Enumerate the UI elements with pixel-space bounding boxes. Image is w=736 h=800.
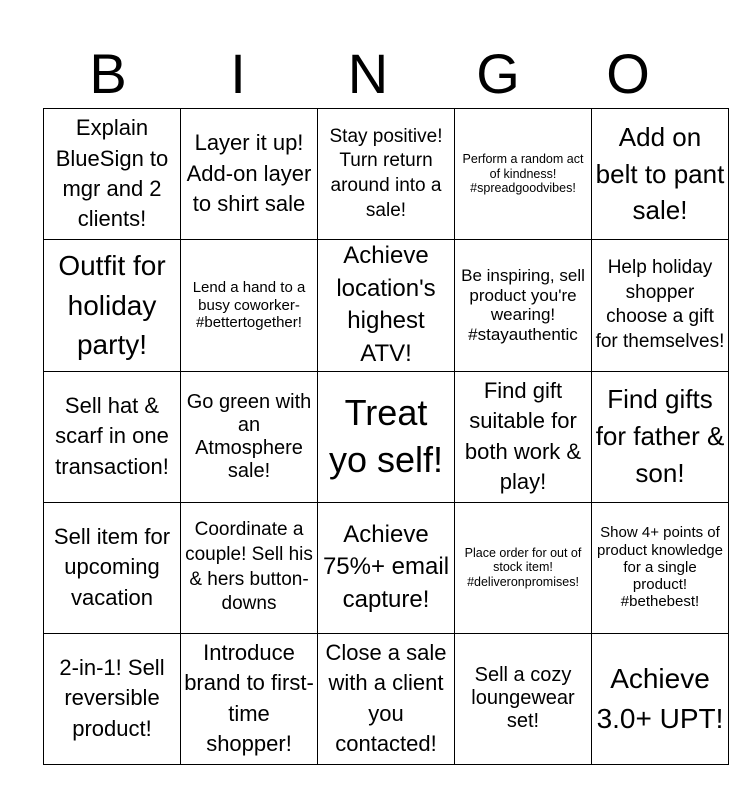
bingo-cell[interactable]: Sell a cozy loungewear set! (455, 633, 592, 764)
bingo-cell[interactable]: Close a sale with a client you contacted! (318, 633, 455, 764)
board-row (44, 371, 729, 502)
bingo-cell[interactable]: Introduce brand to first-time shopper! (181, 633, 318, 764)
bingo-cell[interactable]: 2-in-1! Sell reversible product! (44, 633, 181, 764)
header-letter-i: I (230, 42, 246, 105)
bingo-cell[interactable]: Place order for out of stock item! #deliveronpromises! (455, 502, 592, 633)
bingo-header (43, 40, 693, 108)
bingo-cell[interactable]: Perform a random act of kindness! #spreadgoodvibes! (455, 109, 592, 240)
bingo-cell[interactable]: Help holiday shopper choose a gift for themselves! (592, 240, 729, 372)
bingo-cell[interactable]: Coordinate a couple! Sell his & hers button-downs (181, 502, 318, 633)
bingo-cell[interactable]: Outfit for holiday party! (44, 240, 181, 372)
board-row (44, 633, 729, 764)
header-letter-g: G (476, 42, 520, 105)
board-row (44, 109, 729, 240)
bingo-cell[interactable]: Find gifts for father & son! (592, 371, 729, 502)
bingo-cell[interactable]: Sell hat & scarf in one transaction! (44, 371, 181, 502)
bingo-cell[interactable]: Explain BlueSign to mgr and 2 clients! (44, 109, 181, 240)
board-row (44, 502, 729, 633)
bingo-cell[interactable]: Lend a hand to a busy coworker- #bettertogether! (181, 240, 318, 372)
bingo-cell[interactable]: Stay positive! Turn return around into a sale! (318, 109, 455, 240)
bingo-cell[interactable]: Find gift suitable for both work & play! (455, 371, 592, 502)
bingo-cell[interactable]: Be inspiring, sell product you're wearing! #stayauthentic (455, 240, 592, 372)
header-letter-n: N (347, 42, 389, 105)
bingo-cell[interactable]: Go green with an Atmosphere sale! (181, 371, 318, 502)
header-letter-b: B (89, 42, 127, 105)
bingo-card-grid (43, 108, 729, 765)
bingo-cell[interactable]: Add on belt to pant sale! (592, 109, 729, 240)
header-letter-o: O (606, 42, 650, 105)
bingo-cell[interactable]: Achieve 75%+ email capture! (318, 502, 455, 633)
bingo-cell-free[interactable]: Treat yo self! (318, 371, 455, 502)
bingo-cell[interactable]: Show 4+ points of product knowledge for a single product! #bethebest! (592, 502, 729, 633)
bingo-cell[interactable]: Sell item for upcoming vacation (44, 502, 181, 633)
bingo-cell[interactable]: Achieve 3.0+ UPT! (592, 633, 729, 764)
bingo-cell[interactable]: Achieve location's highest ATV! (318, 240, 455, 372)
bingo-cell[interactable]: Layer it up! Add-on layer to shirt sale (181, 109, 318, 240)
board-row (44, 240, 729, 372)
